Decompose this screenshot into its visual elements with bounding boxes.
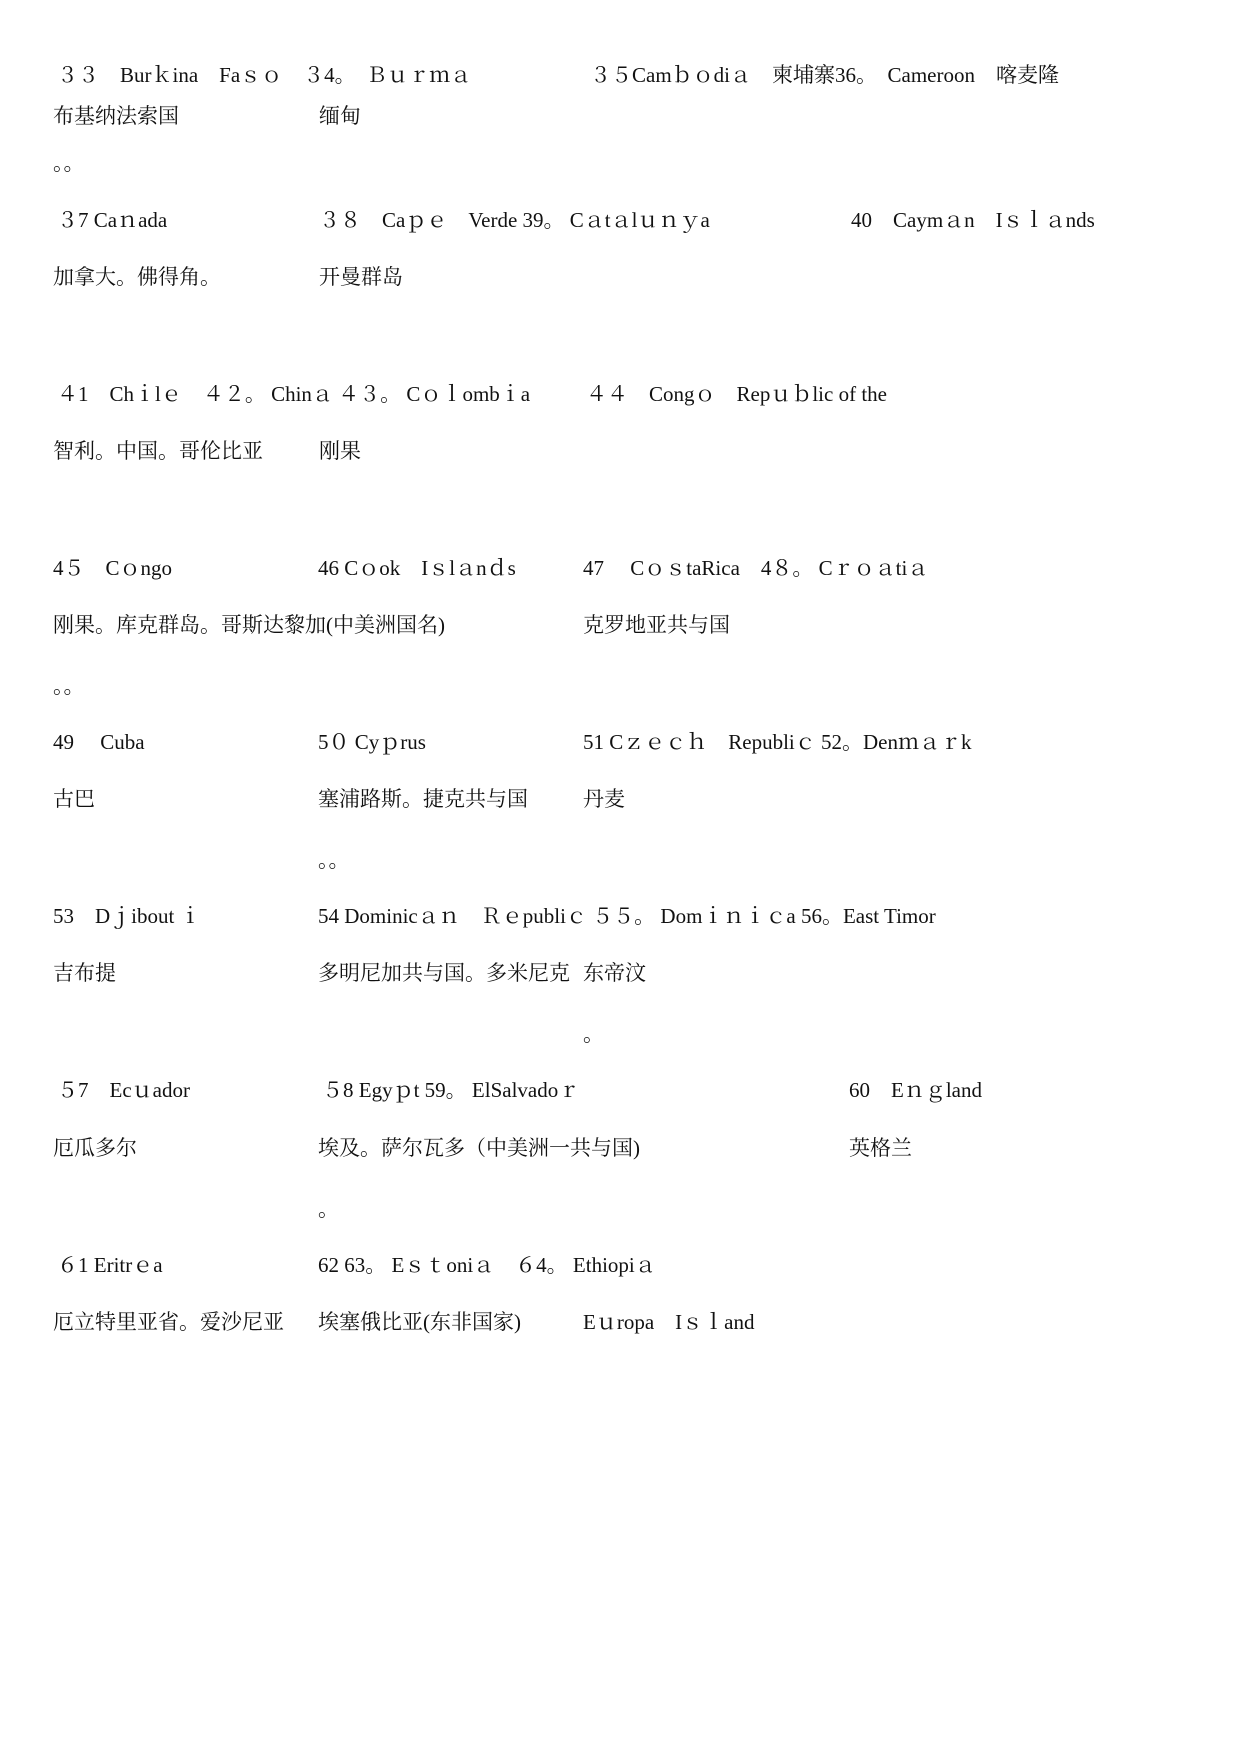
text-line: 。 (583, 1022, 604, 1046)
text-line: 。。 (318, 848, 350, 872)
text-line: 克罗地亚共与国 (583, 613, 730, 637)
text-line: 49 Cuba (53, 730, 145, 754)
text-line: 。。 (53, 151, 85, 175)
text-line: 46 Cｏok Iｓlａnｄs (318, 556, 516, 580)
text-line: ３５Camｂｏdiａ 柬埔寨36。 Cameroon 喀麦隆 (590, 63, 1059, 87)
text-line: ４1 Chｉlｅ ４２。 Chinａ ４３。 Cｏｌombｉa (57, 382, 531, 406)
text-line: 多明尼加共与国。多米尼克 (318, 961, 570, 985)
text-line: 东帝汶 (583, 961, 646, 985)
text-line: 刚果 (319, 439, 361, 463)
text-line: ５8 Egyｐt 59。 ElSalvadoｒ (322, 1078, 580, 1102)
text-line: 40 Caymａn Iｓｌａnds (851, 208, 1095, 232)
text-line: 智利。中国。哥伦比亚 (53, 439, 263, 463)
text-line: 塞浦路斯。捷克共与国 (318, 787, 528, 811)
text-line: 厄瓜多尔 (53, 1136, 137, 1160)
text-line: 54 Dominicａｎ Ｒｅpubliｃ ５５。 Domｉｎｉｃa 56。East Timor (318, 904, 936, 928)
text-line: 4５ Cｏngo (53, 556, 173, 580)
text-line: 53 Dｊibout ｉ (53, 904, 201, 928)
text-line: 布基纳法索国 (53, 104, 179, 128)
text-line: 。。 (53, 674, 85, 698)
text-line: 刚果。库克群岛。哥斯达黎加(中美洲国名) (53, 613, 445, 637)
text-line: ３7 Caｎada (57, 208, 168, 232)
text-line: ４４ Congｏ Repｕｂlic of the (586, 382, 887, 406)
text-line: 47 CｏｓtaRica 4８。 Cｒｏａtiａ (583, 556, 929, 580)
text-line: 吉布提 (53, 961, 116, 985)
text-line: ３８ Caｐｅ Verde 39。 Cａtａlｕｎｙa (319, 208, 710, 232)
text-line: 加拿大。佛得角。 (53, 265, 221, 289)
text-line: 51 Cｚｅｃｈ Republiｃ 52。Denｍａｒk (583, 730, 972, 754)
text-line: 英格兰 (849, 1136, 912, 1160)
text-line: 5０ Cyｐrus (318, 730, 426, 754)
text-line: Eｕropa Iｓｌand (583, 1310, 755, 1334)
text-line: 厄立特里亚省。爱沙尼亚 (53, 1310, 284, 1334)
text-line: 埃及。萨尔瓦多（中美洲一共与国) (318, 1136, 640, 1160)
text-line: 丹麦 (583, 787, 625, 811)
text-line: 古巴 (53, 787, 95, 811)
text-line: 埃塞俄比亚(东非国家) (318, 1310, 521, 1334)
text-line: ５7 Ecｕador (57, 1078, 190, 1102)
text-line: 62 63。 Eｓｔoniａ ６4。 Ethiopiａ (318, 1253, 656, 1277)
text-line: 开曼群岛 (319, 265, 403, 289)
text-line: 缅甸 (319, 104, 361, 128)
text-line: ６1 Eritrｅa (57, 1253, 163, 1277)
text-line: 。 (318, 1197, 339, 1221)
text-line: ３３ Burｋina Faｓｏ ３4。 Ｂｕｒｍａ (57, 63, 472, 87)
text-line: 60 Eｎｇland (849, 1078, 982, 1102)
